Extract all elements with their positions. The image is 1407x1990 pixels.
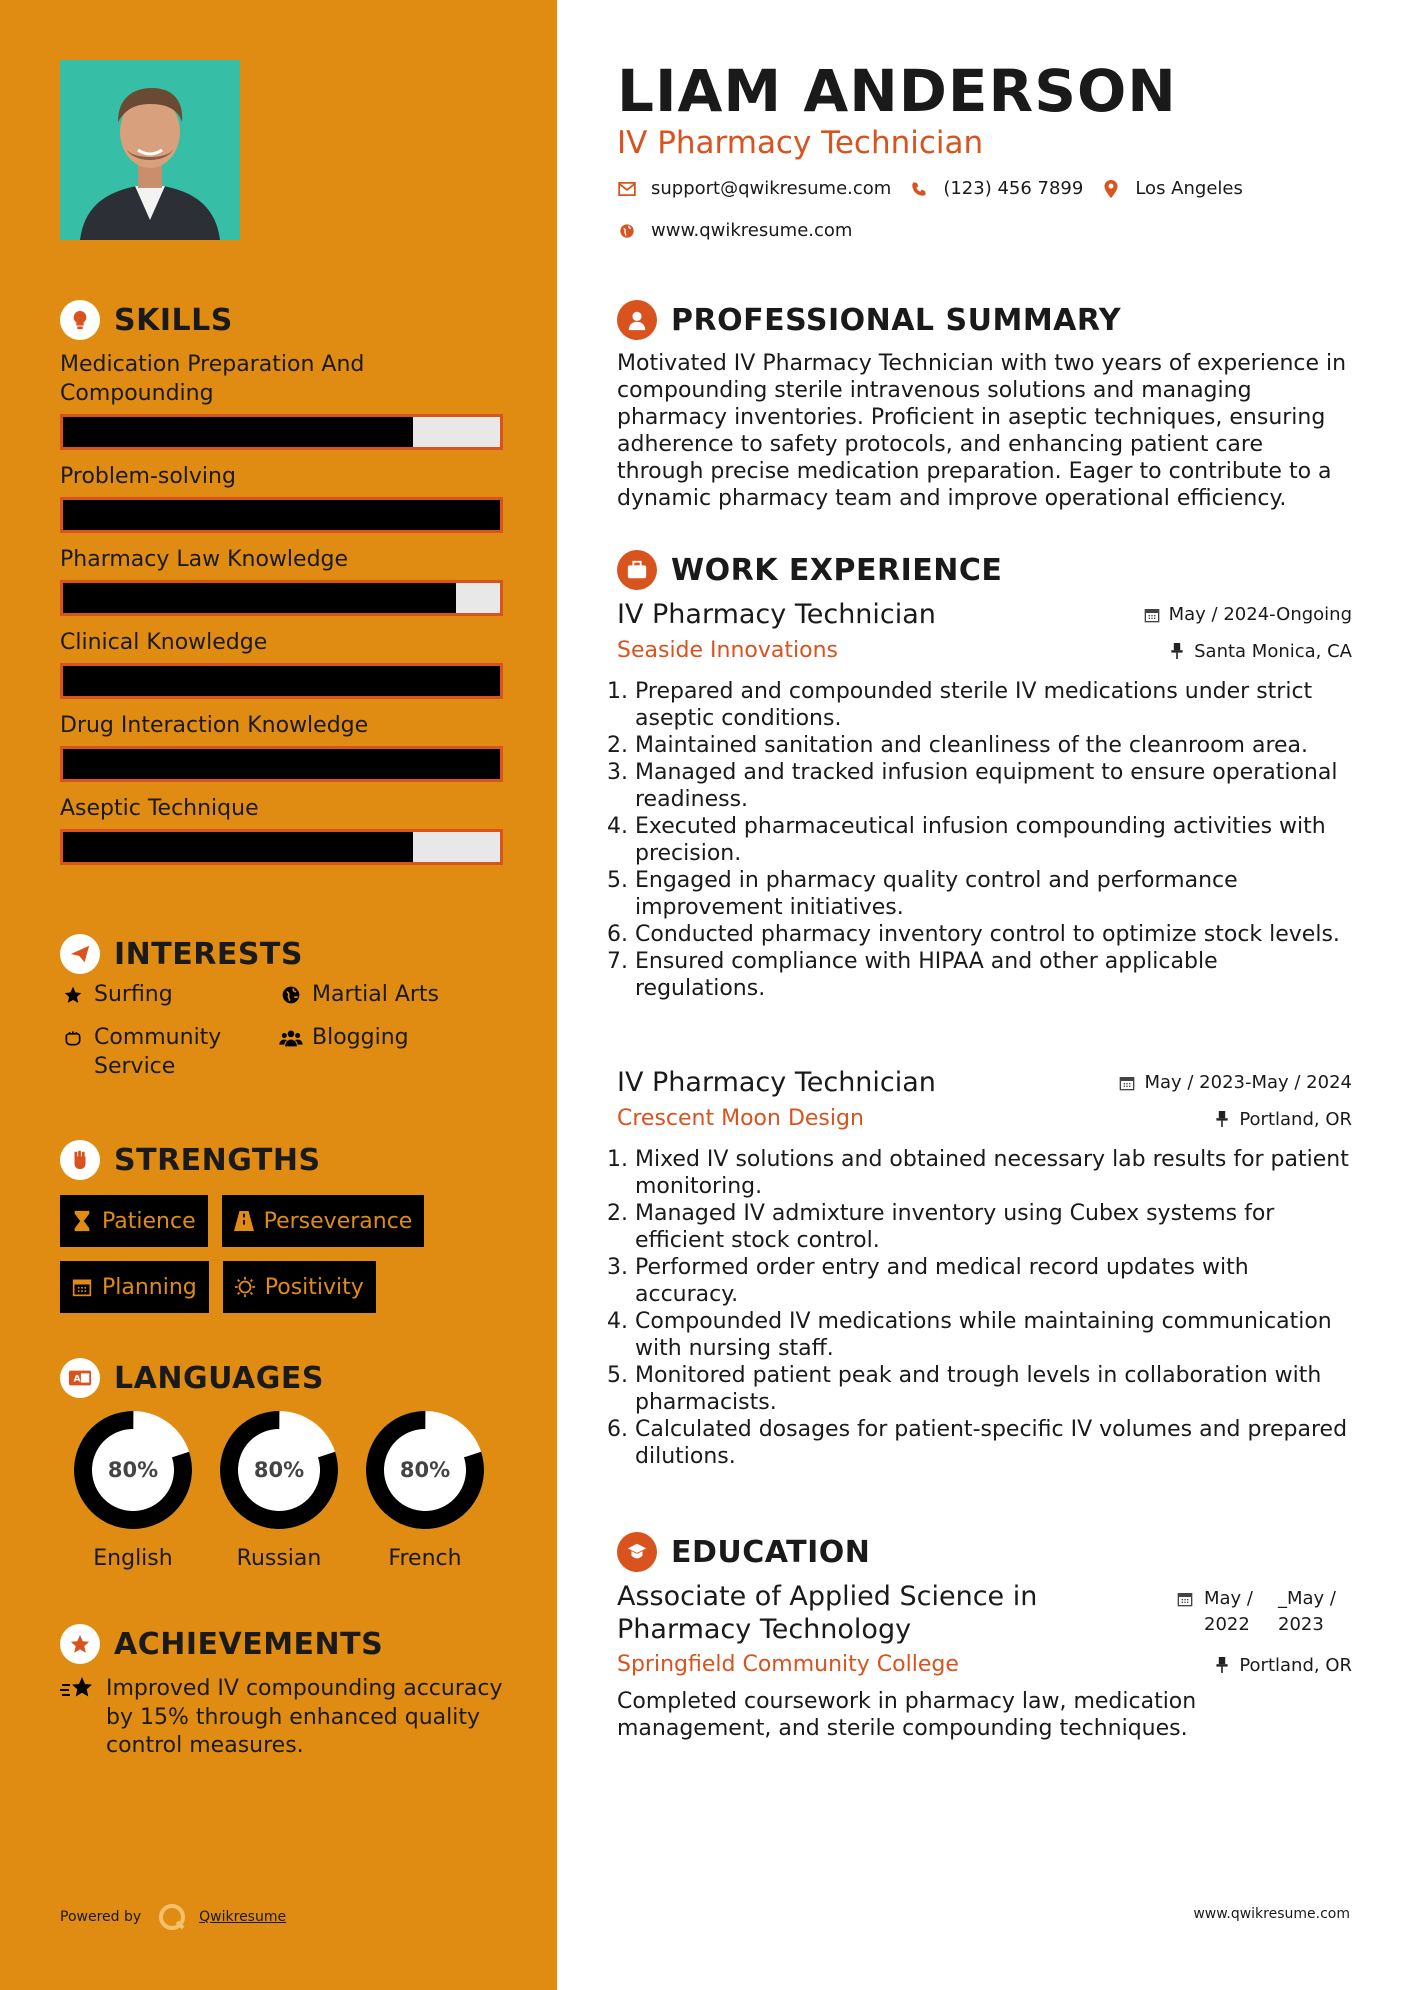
skill-bar xyxy=(60,580,503,616)
globe-icon xyxy=(617,221,637,241)
job-bullet: 2. Maintained sanitation and cleanliness of the cleanroom area. xyxy=(635,732,1352,759)
strengths-title: STRENGTHS xyxy=(114,1142,321,1178)
briefcase-icon xyxy=(617,550,657,590)
contact-website[interactable] xyxy=(617,220,852,241)
job-bullet: 6. Calculated dosages for patient-specific IV volumes and prepared dilutions. xyxy=(635,1416,1352,1470)
skills-list xyxy=(60,350,503,877)
job-bullet: 4. Executed pharmaceutical infusion compounding activities with precision. xyxy=(635,813,1352,867)
sun-icon xyxy=(233,1275,257,1299)
calendar-icon xyxy=(1176,1590,1194,1608)
job-bullet: 7. Ensured compliance with HIPAA and other applicable regulations. xyxy=(635,948,1352,1002)
education-heading xyxy=(617,1532,870,1572)
email-text: support@qwikresume.com xyxy=(651,178,892,199)
contact-email[interactable] xyxy=(617,178,891,199)
skill-bar-fill xyxy=(63,666,500,696)
job-bullet: 5. Monitored patient peak and trough levels in collaboration with pharmacists. xyxy=(635,1362,1352,1416)
job-bullet: 4. Compounded IV medications while maintaining communication with nursing staff. xyxy=(635,1308,1352,1362)
work-title: WORK EXPERIENCE xyxy=(671,552,1003,588)
contact-location xyxy=(1101,178,1243,199)
summary-heading xyxy=(617,300,1121,340)
achievements-title: ACHIEVEMENTS xyxy=(114,1626,384,1662)
skill-name: Problem-solving xyxy=(60,464,236,489)
envelope-icon xyxy=(617,179,637,199)
phone-icon xyxy=(909,179,929,199)
svg-text:A: A xyxy=(73,1373,81,1385)
education-entry xyxy=(617,1580,1352,1742)
user-icon xyxy=(617,300,657,340)
contact-phone[interactable] xyxy=(909,178,1083,199)
language-name: Russian xyxy=(236,1546,322,1571)
interest-item xyxy=(278,980,503,1009)
skill-name: Aseptic Technique xyxy=(60,796,259,821)
language-name: French xyxy=(388,1546,462,1571)
candidate-role: IV Pharmacy Technician xyxy=(617,125,984,161)
job-date xyxy=(1143,598,1352,632)
paper-plane-icon xyxy=(60,934,100,974)
job-title: IV Pharmacy Technician xyxy=(617,599,936,630)
skill-bar xyxy=(60,746,503,782)
skills-title: SKILLS xyxy=(114,302,233,338)
language-percent: 80% xyxy=(107,1458,159,1482)
job-date-text: May / 2024-Ongoing xyxy=(1168,604,1352,625)
skill-name: Medication Preparation And Compounding xyxy=(60,352,365,406)
skill-bar-fill xyxy=(63,749,500,779)
skill-item xyxy=(60,462,503,533)
language-percent: 80% xyxy=(399,1458,451,1482)
summary-title: PROFESSIONAL SUMMARY xyxy=(671,302,1122,338)
skill-bar-fill xyxy=(63,417,413,447)
education-location xyxy=(1213,1655,1352,1676)
job-bullet: 6. Conducted pharmacy inventory control to optimize stock levels. xyxy=(635,921,1352,948)
hourglass-icon xyxy=(70,1209,94,1233)
pushpin-icon xyxy=(1213,1656,1231,1674)
translate-icon xyxy=(60,1358,100,1398)
skill-item xyxy=(60,711,503,782)
qwikresume-logo-icon xyxy=(157,1902,187,1932)
job-company: Crescent Moon Design xyxy=(617,1106,864,1131)
strength-tag xyxy=(222,1195,425,1247)
interests-list xyxy=(60,980,503,1081)
hand-icon xyxy=(60,1023,86,1052)
achievement-item xyxy=(60,1675,503,1761)
phone-text: (123) 456 7899 xyxy=(943,178,1084,199)
skills-heading xyxy=(60,300,233,340)
interests-heading xyxy=(60,934,303,974)
skill-item xyxy=(60,350,503,450)
candidate-name: LIAM ANDERSON xyxy=(617,57,1177,125)
fist-icon xyxy=(60,1140,100,1180)
languages-title: LANGUAGES xyxy=(114,1360,324,1396)
job-title: IV Pharmacy Technician xyxy=(617,1067,936,1098)
strength-tag xyxy=(60,1195,208,1247)
interest-label: Surfing xyxy=(94,982,173,1007)
job-bullet: 3. Performed order entry and medical record updates with accuracy. xyxy=(635,1254,1352,1308)
location-text: Los Angeles xyxy=(1135,178,1243,199)
job-bullet: 1. Mixed IV solutions and obtained necessary lab results for patient monitoring. xyxy=(635,1146,1352,1200)
interest-label: Blogging xyxy=(312,1025,409,1050)
strengths-heading xyxy=(60,1140,321,1180)
interest-item xyxy=(60,1023,278,1081)
skill-bar-fill xyxy=(63,500,500,530)
education-title: EDUCATION xyxy=(671,1534,871,1570)
road-icon xyxy=(232,1209,256,1233)
achievements-heading xyxy=(60,1624,383,1664)
powered-by xyxy=(60,1902,286,1932)
job-bullets xyxy=(617,1146,1352,1470)
graduate-icon xyxy=(617,1532,657,1572)
skill-bar xyxy=(60,663,503,699)
job-bullet: 2. Managed IV admixture inventory using Cubex systems for efficient stock control. xyxy=(635,1200,1352,1254)
language-item xyxy=(206,1410,352,1571)
skill-name: Drug Interaction Knowledge xyxy=(60,713,369,738)
skill-bar xyxy=(60,829,503,865)
pushpin-icon xyxy=(1168,642,1186,660)
education-start: May / 2022 xyxy=(1204,1588,1253,1635)
strength-label: Planning xyxy=(102,1274,197,1300)
education-end: _May / 2023 xyxy=(1278,1588,1336,1635)
strength-tag xyxy=(223,1261,376,1313)
job-entry xyxy=(617,598,1352,1002)
avatar xyxy=(60,60,240,240)
award-star-icon xyxy=(60,1624,100,1664)
skill-bar-fill xyxy=(63,583,456,613)
skill-item xyxy=(60,794,503,865)
skill-bar xyxy=(60,497,503,533)
profile-photo xyxy=(60,60,240,240)
interest-label: Community Service xyxy=(94,1025,222,1079)
job-bullet: 3. Managed and tracked infusion equipment to ensure operational readiness. xyxy=(635,759,1352,813)
lightbulb-icon xyxy=(60,300,100,340)
job-date xyxy=(1118,1066,1352,1100)
job-bullet: 1. Prepared and compounded sterile IV medications under strict aseptic conditions. xyxy=(635,678,1352,732)
globe-icon xyxy=(278,980,304,1009)
languages-heading xyxy=(60,1358,324,1398)
language-ring xyxy=(73,1410,193,1530)
languages-list xyxy=(60,1410,498,1571)
calendar-icon xyxy=(70,1275,94,1299)
strength-label: Perseverance xyxy=(263,1208,413,1234)
education-date xyxy=(1176,1586,1352,1638)
work-heading xyxy=(617,550,1002,590)
strength-label: Patience xyxy=(102,1208,196,1234)
website-text: www.qwikresume.com xyxy=(651,220,853,241)
job-location-text: Portland, OR xyxy=(1239,1108,1352,1130)
map-pin-icon xyxy=(1101,179,1121,199)
degree-title: Associate of Applied Science in Pharmacy Technology xyxy=(617,1581,1038,1645)
sidebar xyxy=(0,0,557,1990)
skill-item xyxy=(60,545,503,616)
language-item xyxy=(60,1410,206,1571)
contact-row xyxy=(617,178,1261,199)
skill-name: Pharmacy Law Knowledge xyxy=(60,547,349,572)
job-date-text: May / 2023-May / 2024 xyxy=(1144,1072,1352,1093)
strength-label: Positivity xyxy=(264,1274,364,1300)
skill-bar xyxy=(60,414,503,450)
interests-title: INTERESTS xyxy=(114,936,303,972)
main-content xyxy=(557,0,1407,1990)
job-company: Seaside Innovations xyxy=(617,638,838,663)
job-location xyxy=(1168,641,1352,662)
education-location-text: Portland, OR xyxy=(1239,1654,1352,1676)
achievement-text: Improved IV compounding accuracy by 15% through enhanced quality control measures. xyxy=(106,1676,503,1758)
calendar-icon xyxy=(1143,606,1161,624)
pushpin-icon xyxy=(1213,1110,1231,1128)
footer-website[interactable]: www.qwikresume.com xyxy=(1193,1906,1350,1922)
strengths-list xyxy=(60,1195,503,1313)
skill-item xyxy=(60,628,503,699)
language-ring xyxy=(219,1410,339,1530)
job-entry xyxy=(617,1066,1352,1470)
summary-text: Motivated IV Pharmacy Technician with two years of experience in compounding sterile intravenous solutions and managing pharmacy inventories. Proficient in aseptic techniques, ensuring adherence to safety protocols, and enhancing patient care through precise medication preparation. Eager to contribute to a dynamic pharmacy team and improve operational efficiency. xyxy=(617,351,1347,511)
calendar-icon xyxy=(1118,1074,1136,1092)
interest-item xyxy=(60,980,278,1009)
interest-label: Martial Arts xyxy=(312,982,440,1007)
job-location xyxy=(1213,1109,1352,1130)
language-ring xyxy=(365,1410,485,1530)
language-percent: 80% xyxy=(253,1458,305,1482)
education-description: Completed coursework in pharmacy law, medication management, and sterile compounding techniques. xyxy=(617,1689,1197,1741)
job-bullets xyxy=(617,678,1352,1002)
language-item xyxy=(352,1410,498,1571)
users-icon xyxy=(278,1023,304,1052)
powered-label: Powered by xyxy=(60,1909,142,1925)
qwikresume-link[interactable]: Qwikresume xyxy=(199,1909,287,1925)
language-name: English xyxy=(93,1546,173,1571)
school-name: Springfield Community College xyxy=(617,1652,959,1677)
job-location-text: Santa Monica, CA xyxy=(1194,640,1352,662)
interest-item xyxy=(278,1023,503,1081)
job-bullet: 5. Engaged in pharmacy quality control and performance improvement initiatives. xyxy=(635,867,1352,921)
strength-tag xyxy=(60,1261,209,1313)
star-icon xyxy=(60,980,86,1009)
skill-bar-fill xyxy=(63,832,413,862)
skill-name: Clinical Knowledge xyxy=(60,630,268,655)
stars-icon xyxy=(60,1675,96,1705)
